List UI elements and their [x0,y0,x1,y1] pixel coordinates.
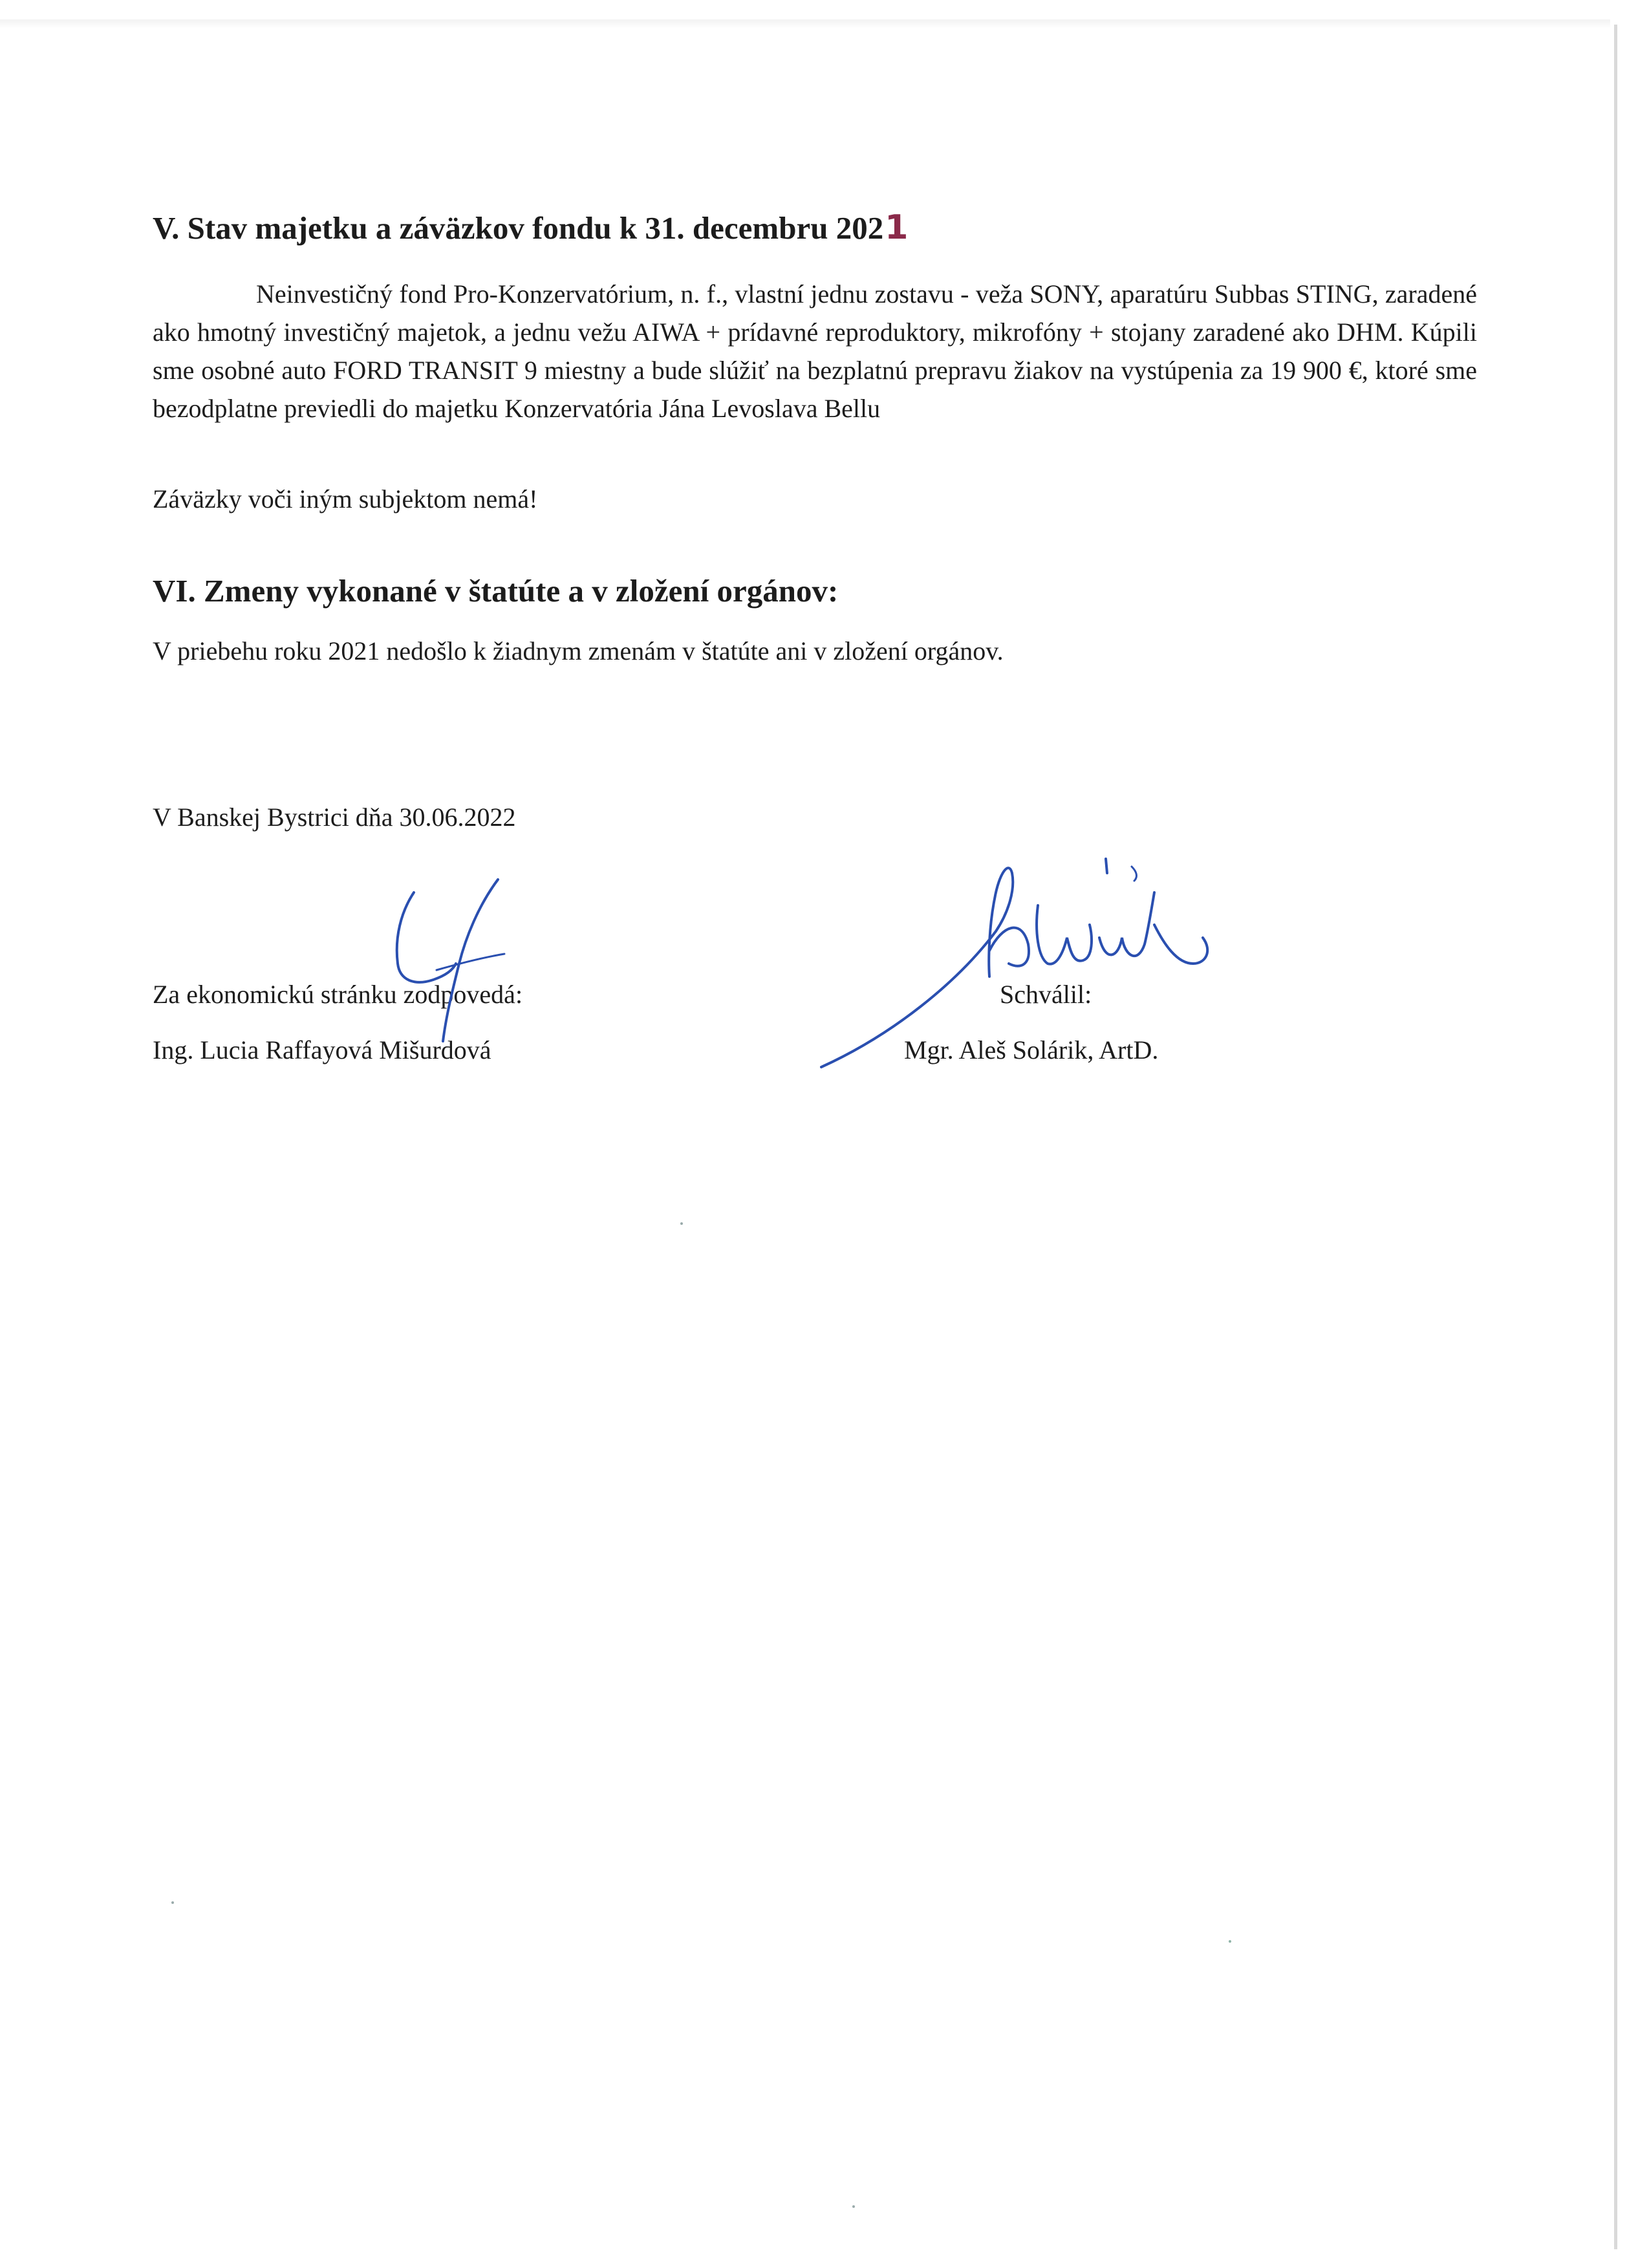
handwritten-signature-right [815,854,1229,1093]
scan-edge-right [1614,25,1617,2249]
handwritten-signature-left [375,867,530,1061]
right-signatory-name: Mgr. Aleš Solárik, ArtD. [904,1035,1159,1064]
section-vi-title: VI. Zmeny vykonané v štatúte a v zložení orgánov: [153,573,839,609]
left-signatory-role: Za ekonomickú stránku zodpovedá: [153,980,523,1009]
place-and-date: V Banskej Bystrici dňa 30.06.2022 [153,803,516,832]
section-v-title [153,208,908,248]
section-v-body: Neinvestičný fond Pro-Konzervatórium, n. f., vlastní jednu zostavu - veža SONY, aparatúru Subbas STING, zaradené ako hmotný investičný majetok, a jednu vežu AIWA + prídavné reproduktory, mikrofóny + stojany zaradené ako DHM. Kúpili sme osobné auto FORD TRANSIT 9 miestny a bude slúžiť na bezplatnú prepravu žiakov na vystúpenia za 19 900 €, ktoré sme bezodplatne previedli do majetku Konzervatória Jána Levoslava Bellu [153,279,1477,423]
liabilities-statement: Záväzky voči iným subjektom nemá! [153,484,538,513]
scan-speck [171,1901,174,1904]
section-vi-body: V priebehu roku 2021 nedošlo k žiadnym zmenám v štatúte ani v zložení orgánov. [153,636,1004,665]
scan-speck [1229,1940,1231,1943]
handwritten-correction: 1 [885,208,909,247]
scan-edge-top [0,19,1610,28]
scan-speck [680,1222,683,1225]
section-v-title-text: V. Stav majetku a záväzkov fondu k 31. decembru 202 [153,210,884,246]
right-signatory-role: Schválil: [1000,980,1092,1009]
scan-speck [852,2205,855,2208]
left-signatory-name: Ing. Lucia Raffayová Mišurdová [153,1035,491,1064]
